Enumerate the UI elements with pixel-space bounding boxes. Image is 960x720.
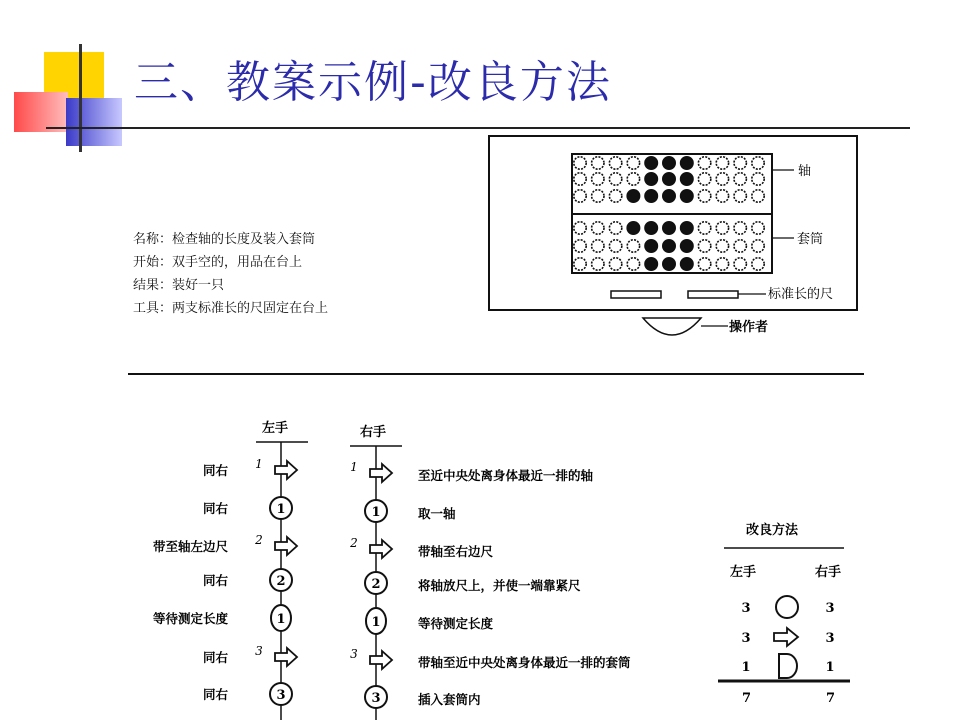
- left-hand-step-text: 同右: [202, 650, 228, 665]
- summary-row: [741, 596, 834, 618]
- summary-right-count: 3: [825, 601, 835, 616]
- symbol-number: 2: [371, 577, 381, 592]
- right-hand-step-text: 插入套筒内: [418, 692, 481, 707]
- symbol-number: 2: [255, 533, 263, 547]
- task-result: 结果：装好一只: [133, 278, 225, 293]
- right-hand-step-text: 至近中央处离身体最近一排的轴: [418, 468, 594, 483]
- right-hand-step-text: 等待测定长度: [418, 616, 494, 631]
- symbol-number: 1: [350, 460, 358, 474]
- task-tools: 工具：两支标准长的尺固定在台上: [133, 301, 329, 316]
- right-hand-header: 右手: [360, 425, 387, 440]
- symbol-number: 2: [350, 536, 358, 550]
- summary-left-header: 左手: [730, 565, 757, 580]
- symbol-number: 3: [276, 688, 286, 703]
- label-shaft: 轴: [798, 164, 812, 179]
- symbol-number: 1: [276, 502, 286, 517]
- symbol-number: 3: [371, 691, 381, 706]
- label-ruler: 标准长的尺: [768, 287, 834, 302]
- delay-symbol-icon: [779, 654, 797, 678]
- right-hand-step-text: 取一轴: [418, 506, 456, 521]
- symbol-number: 3: [255, 644, 263, 658]
- label-operator: 操作者: [729, 320, 769, 335]
- symbol-number: 3: [350, 647, 358, 661]
- task-name: 名称：检查轴的长度及装入套筒: [133, 232, 316, 247]
- summary-right-count: 3: [825, 631, 835, 646]
- summary-left-count: 3: [741, 601, 751, 616]
- summary-total-right: 7: [826, 691, 836, 706]
- right-hand-step-text: 带轴至右边尺: [418, 544, 494, 559]
- task-start: 开始：双手空的，用品在台上: [133, 255, 303, 270]
- operation-symbol-icon: [776, 596, 798, 618]
- left-hand-step-text: 同右: [202, 687, 228, 702]
- transport-arrow-icon: [774, 628, 798, 646]
- label-sleeve: 套筒: [797, 232, 824, 247]
- left-hand-step-text: 同右: [202, 573, 228, 588]
- left-hand-step-text: 同右: [202, 463, 228, 478]
- right-hand-step-text: 带轴至近中央处离身体最近一排的套筒: [418, 655, 631, 670]
- right-hand-step-text: 将轴放尺上，并使一端靠紧尺: [418, 578, 581, 593]
- left-hand-step-text: 同右: [202, 501, 228, 516]
- symbol-number: 1: [255, 457, 263, 471]
- symbol-number: 1: [371, 615, 381, 630]
- summary-title: 改良方法: [746, 523, 799, 538]
- summary-row: [741, 628, 834, 646]
- summary-right-count: 1: [825, 660, 835, 675]
- summary-right-header: 右手: [815, 565, 842, 580]
- summary-left-count: 3: [741, 631, 751, 646]
- symbol-number: 2: [276, 574, 286, 589]
- slide-title: 三、教案示例-改良方法: [134, 57, 612, 108]
- summary-row: [741, 654, 834, 678]
- symbol-number: 1: [371, 505, 381, 520]
- left-hand-step-text: 带至轴左边尺: [152, 539, 228, 554]
- left-hand-step-text: 等待测定长度: [152, 611, 228, 626]
- summary-total-left: 7: [742, 691, 752, 706]
- left-hand-header: 左手: [262, 421, 289, 436]
- summary-left-count: 1: [741, 660, 751, 675]
- symbol-number: 1: [276, 612, 286, 627]
